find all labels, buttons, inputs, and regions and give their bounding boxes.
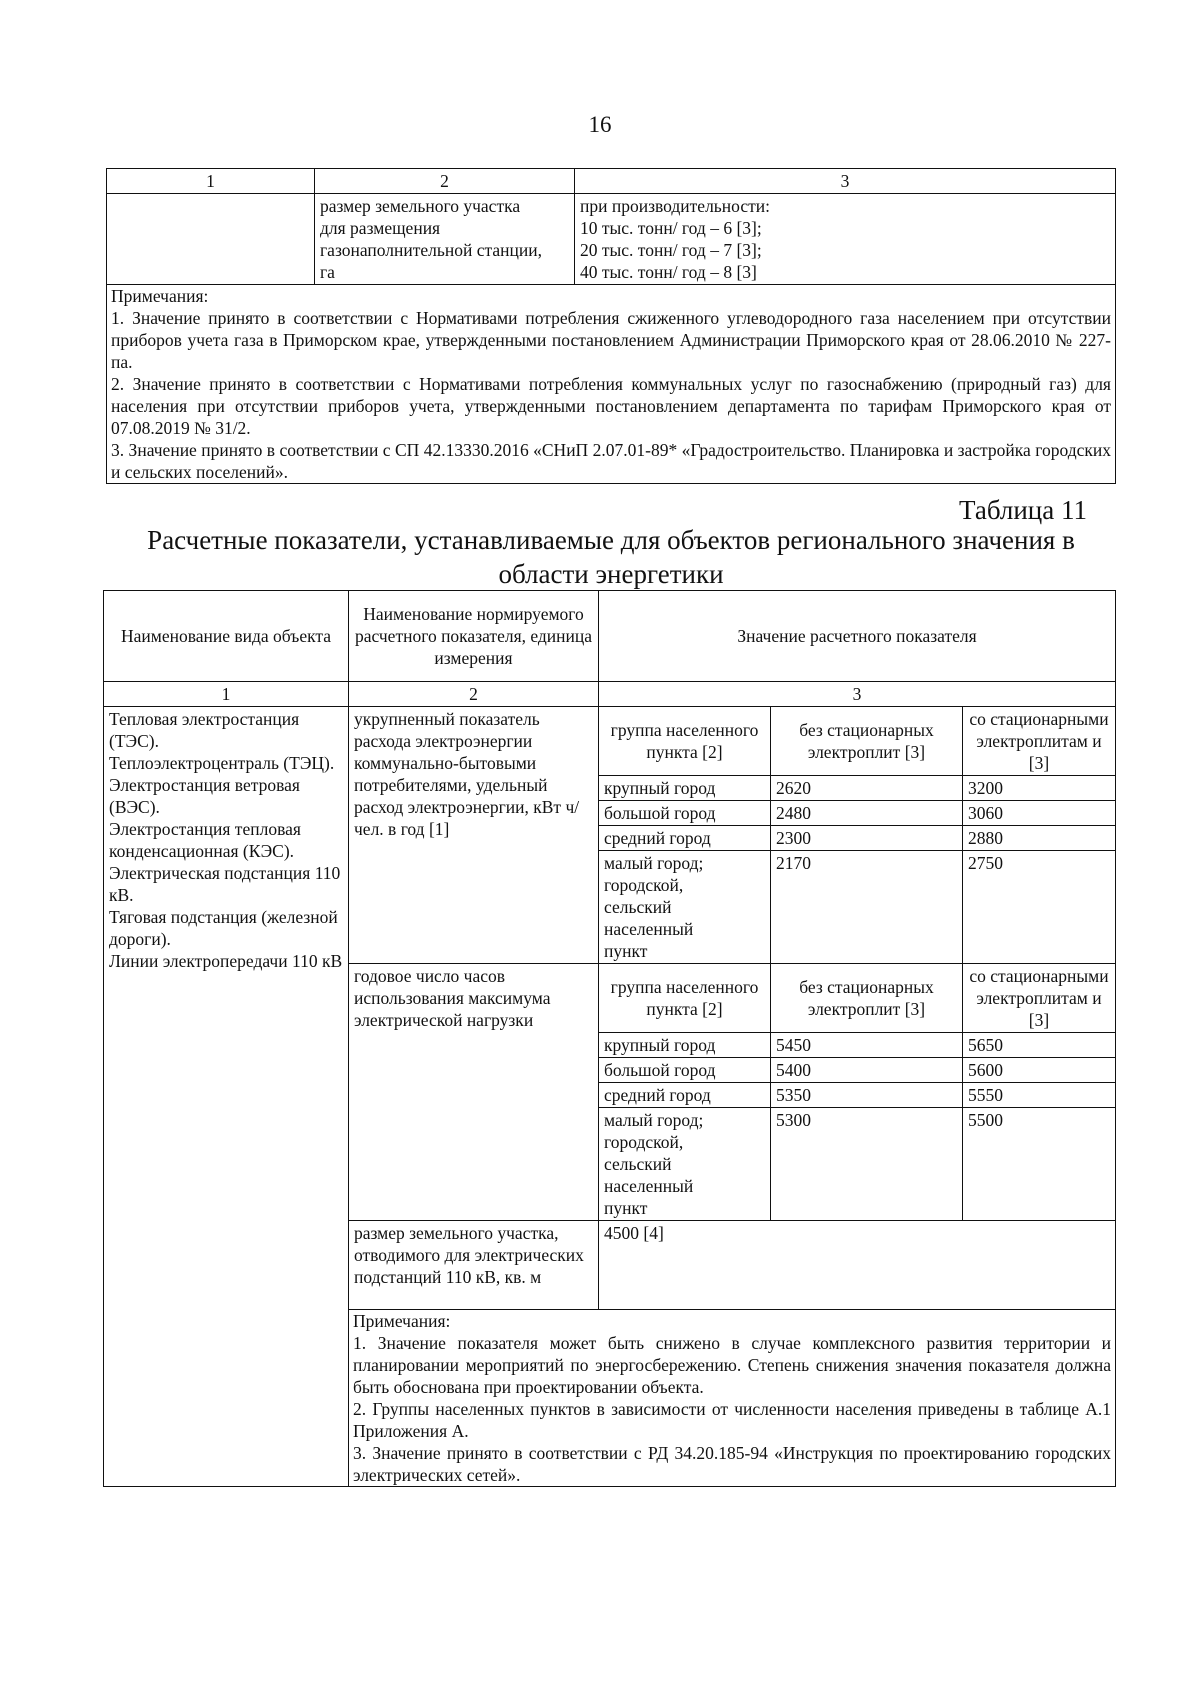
value-with: 3200 bbox=[963, 776, 1116, 801]
note-2: 2. Группы населенных пунктов в зависимости от численности населения приведены в таблице А.1 Приложения А. bbox=[353, 1399, 1111, 1441]
column-number-row bbox=[107, 169, 1116, 194]
value-line: при производительности: bbox=[580, 196, 770, 216]
value-with: 2880 bbox=[963, 826, 1116, 851]
indicator-3-value: 4500 [4] bbox=[599, 1221, 1116, 1310]
category-cell: малый город; городской, сельский населенный пункт bbox=[599, 1108, 771, 1221]
category-cell: большой город bbox=[599, 801, 771, 826]
sub-header-with: со стационарными электроплитам и [3] bbox=[963, 707, 1116, 776]
col-number-2: 2 bbox=[315, 169, 575, 194]
value-line: 10 тыс. тонн/ год – 6 [3]; bbox=[580, 218, 762, 238]
value-without: 5400 bbox=[771, 1058, 963, 1083]
value-without: 5300 bbox=[771, 1108, 963, 1221]
indicator-line: га bbox=[320, 262, 335, 282]
col-number-1: 1 bbox=[107, 169, 315, 194]
note-1: 1. Значение принято в соответствии с Нормативами потребления сжиженного углеводородного газа населением при отсутствии приборов учета газа в Приморском крае, утвержденными постановлением Администрации Приморского края от 28.06.2010 № 227-па. bbox=[111, 308, 1111, 372]
header-value: Значение расчетного показателя bbox=[599, 591, 1116, 682]
category-cell: средний город bbox=[599, 826, 771, 851]
col-number-1: 1 bbox=[104, 682, 349, 707]
indicator-3-name: размер земельного участка, отводимого для электрических подстанций 110 кВ, кв. м bbox=[349, 1221, 599, 1310]
notes-cell bbox=[349, 1310, 1116, 1487]
note-3: 3. Значение принято в соответствии с СП 42.13330.2016 «СНиП 2.07.01-89* «Градостроительство. Планировка и застройка городских и сельских поселений». bbox=[111, 440, 1111, 482]
value-with: 3060 bbox=[963, 801, 1116, 826]
value-line: 20 тыс. тонн/ год – 7 [3]; bbox=[580, 240, 762, 260]
value-with: 2750 bbox=[963, 851, 1116, 964]
note-1: 1. Значение показателя может быть снижено в случае комплексного развития территории и планировании мероприятий по энергосбережению. Степень снижения значения показателя должна быть обоснована при проектировании объекта. bbox=[353, 1333, 1111, 1397]
category-cell: крупный город bbox=[599, 776, 771, 801]
notes-title: Примечания: bbox=[111, 286, 209, 306]
category-cell: большой город bbox=[599, 1058, 771, 1083]
category-cell: малый город; городской, сельский населенный пункт bbox=[599, 851, 771, 964]
note-3: 3. Значение принято в соответствии с РД 34.20.185-94 «Инструкция по проектированию городских электрических сетей». bbox=[353, 1443, 1111, 1485]
sub-header-without: без стационарных электроплит [3] bbox=[771, 964, 963, 1033]
indicator-line: размер земельного участка bbox=[320, 196, 521, 216]
indicator-line: газонаполнительной станции, bbox=[320, 240, 542, 260]
notes-cell bbox=[107, 285, 1116, 484]
value-cell bbox=[575, 194, 1116, 285]
indicator-2-name: годовое число часов использования максимума электрической нагрузки bbox=[349, 964, 599, 1221]
value-without: 5350 bbox=[771, 1083, 963, 1108]
value-with: 5500 bbox=[963, 1108, 1116, 1221]
category-cell: крупный город bbox=[599, 1033, 771, 1058]
notes-row bbox=[107, 285, 1116, 484]
page-number: 16 bbox=[588, 112, 612, 137]
table-title: Расчетные показатели, устанавливаемые для объектов регионального значения в области энергетики bbox=[147, 525, 1075, 589]
col-number-2: 2 bbox=[349, 682, 599, 707]
note-2: 2. Значение принято в соответствии с Нормативами потребления коммунальных услуг по газоснабжению (природный газ) для населения при отсутствии приборов учета, утвержденными постановлением департамента по тарифам Приморского края от 07.08.2019 № 31/2. bbox=[111, 374, 1111, 438]
table-row bbox=[107, 194, 1116, 285]
value-with: 5550 bbox=[963, 1083, 1116, 1108]
sub-header-with: со стационарными электроплитам и [3] bbox=[963, 964, 1116, 1033]
value-with: 5600 bbox=[963, 1058, 1116, 1083]
header-indicator: Наименование нормируемого расчетного показателя, единица измерения bbox=[349, 591, 599, 682]
sub-header-group: группа населенного пункта [2] bbox=[599, 964, 771, 1033]
sub-header-row bbox=[104, 707, 1116, 776]
indicator-1-name: укрупненный показатель расхода электроэнергии коммунально-бытовыми потребителями, удельный расход электроэнергии, кВт ч/чел. в год [1] bbox=[349, 707, 599, 964]
object-cell bbox=[107, 194, 315, 285]
value-without: 2170 bbox=[771, 851, 963, 964]
value-without: 2620 bbox=[771, 776, 963, 801]
object-types-cell: Тепловая электростанция (ТЭС). Теплоэлектроцентраль (ТЭЦ). Электростанция ветровая (ВЭС). Электростанция тепловая конденсационная (КЭС). Электрическая подстанция 110 кВ. Тяговая подстанция (железной дороги). Линии электропередачи 110 кВ bbox=[104, 707, 349, 1487]
sub-header-without: без стационарных электроплит [3] bbox=[771, 707, 963, 776]
table-label: Таблица 11 bbox=[959, 495, 1087, 525]
indicator-cell bbox=[315, 194, 575, 285]
col-number-3: 3 bbox=[599, 682, 1116, 707]
header-row bbox=[104, 591, 1116, 682]
notes-title: Примечания: bbox=[353, 1311, 451, 1331]
value-with: 5650 bbox=[963, 1033, 1116, 1058]
value-line: 40 тыс. тонн/ год – 8 [3] bbox=[580, 262, 757, 282]
value-without: 2300 bbox=[771, 826, 963, 851]
column-number-row bbox=[104, 682, 1116, 707]
sub-header-group: группа населенного пункта [2] bbox=[599, 707, 771, 776]
table-11 bbox=[103, 590, 1116, 1487]
previous-table bbox=[106, 168, 1116, 484]
col-number-3: 3 bbox=[575, 169, 1116, 194]
category-cell: средний город bbox=[599, 1083, 771, 1108]
value-without: 5450 bbox=[771, 1033, 963, 1058]
indicator-line: для размещения bbox=[320, 218, 441, 238]
header-object-type: Наименование вида объекта bbox=[104, 591, 349, 682]
value-without: 2480 bbox=[771, 801, 963, 826]
